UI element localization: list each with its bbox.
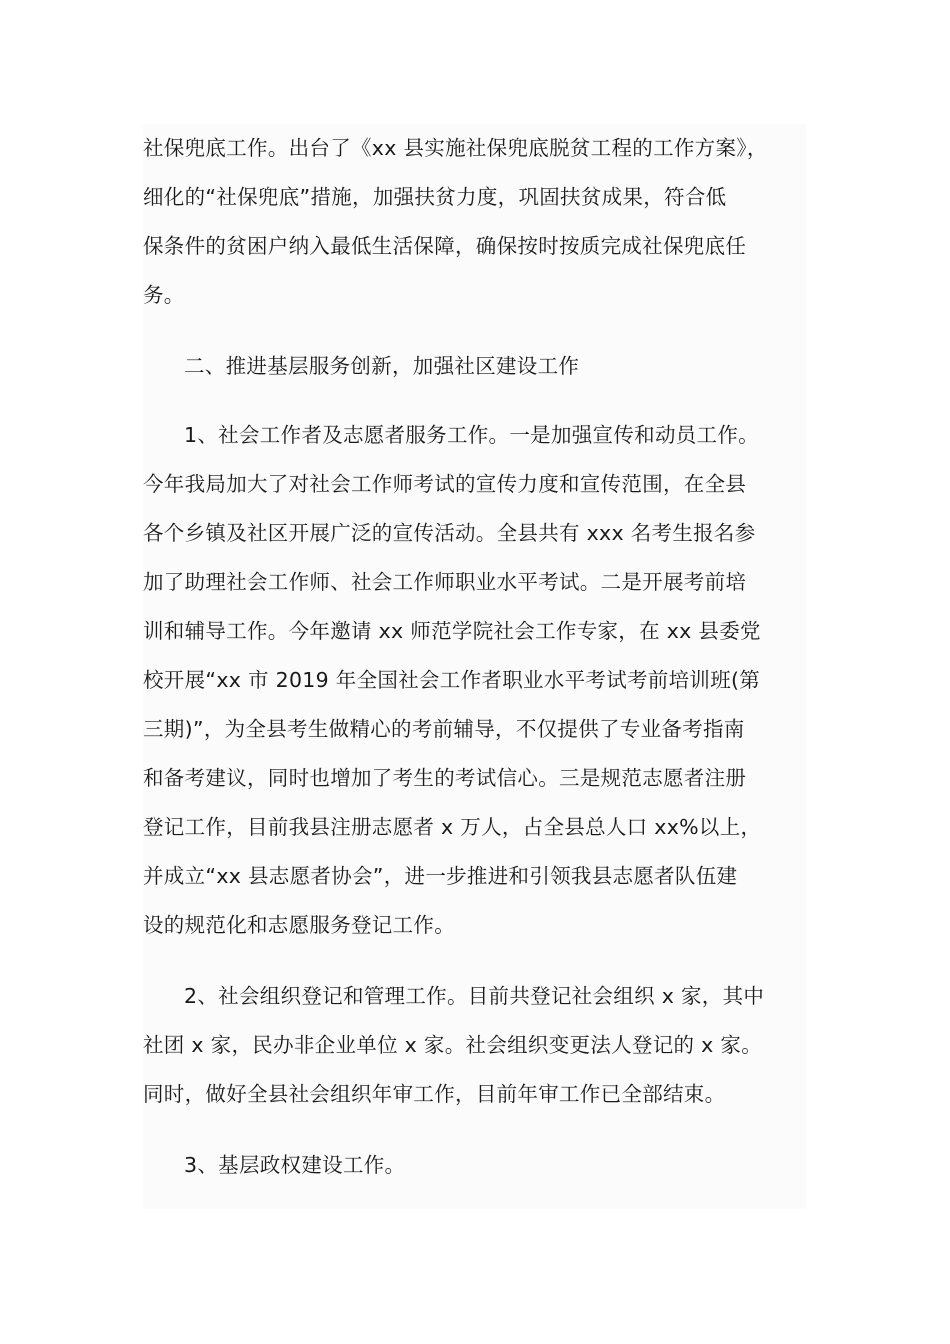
text-line: 2、社会组织登记和管理工作。目前共登记社会组织 x 家，其中 — [184, 984, 765, 1008]
text-line: 1、社会工作者及志愿者服务工作。一是加强宣传和动员工作。 — [184, 423, 759, 447]
text-line: 登记工作，目前我县注册志愿者 x 万人，占全县总人口 xx%以上， — [143, 815, 762, 839]
paragraph-social-security — [143, 124, 806, 320]
text-line: 设的规范化和志愿服务登记工作。 — [143, 913, 455, 937]
text-line: 加了助理社会工作师、社会工作师职业水平考试。二是开展考前培 — [143, 570, 747, 594]
text-line: 社团 x 家，民办非企业单位 x 家。社会组织变更法人登记的 x 家。 — [143, 1033, 762, 1057]
text-line: 今年我局加大了对社会工作师考试的宣传力度和宣传范围，在全县 — [143, 472, 747, 496]
paragraph-grassroots-government — [143, 1141, 806, 1190]
paragraph-social-organizations — [143, 972, 806, 1119]
text-line: 细化的“社保兜底”措施，加强扶贫力度，巩固扶贫成果，符合低 — [143, 185, 727, 209]
text-line: 训和辅导工作。今年邀请 xx 师范学院社会工作专家，在 xx 县委党 — [143, 619, 761, 643]
text-line: 同时，做好全县社会组织年审工作，目前年审工作已全部结束。 — [143, 1082, 726, 1106]
text-line: 各个乡镇及社区开展广泛的宣传活动。全县共有 xxx 名考生报名参 — [143, 521, 756, 545]
text-line: 3、基层政权建设工作。 — [184, 1153, 406, 1177]
text-line: 社保兜底工作。出台了《xx 县实施社保兜底脱贫工程的工作方案》， — [143, 136, 768, 160]
text-line: 保条件的贫困户纳入最低生活保障，确保按时按质完成社保兜底任 — [143, 234, 747, 258]
text-line: 校开展“xx 市 2019 年全国社会工作者职业水平考试考前培训班(第 — [143, 668, 761, 692]
text-line: 务。 — [143, 283, 185, 307]
document-text-block — [143, 124, 806, 1209]
text-line: 和备考建议，同时也增加了考生的考试信心。三是规范志愿者注册 — [143, 766, 747, 790]
text-line: 并成立“xx 县志愿者协会”，进一步推进和引领我县志愿者队伍建 — [143, 864, 738, 888]
text-line: 三期)”，为全县考生做精心的考前辅导，不仅提供了专业备考指南 — [143, 717, 745, 741]
section-heading-two — [143, 342, 806, 391]
paragraph-social-workers — [143, 411, 806, 950]
text-line: 二、推进基层服务创新，加强社区建设工作 — [184, 354, 580, 378]
